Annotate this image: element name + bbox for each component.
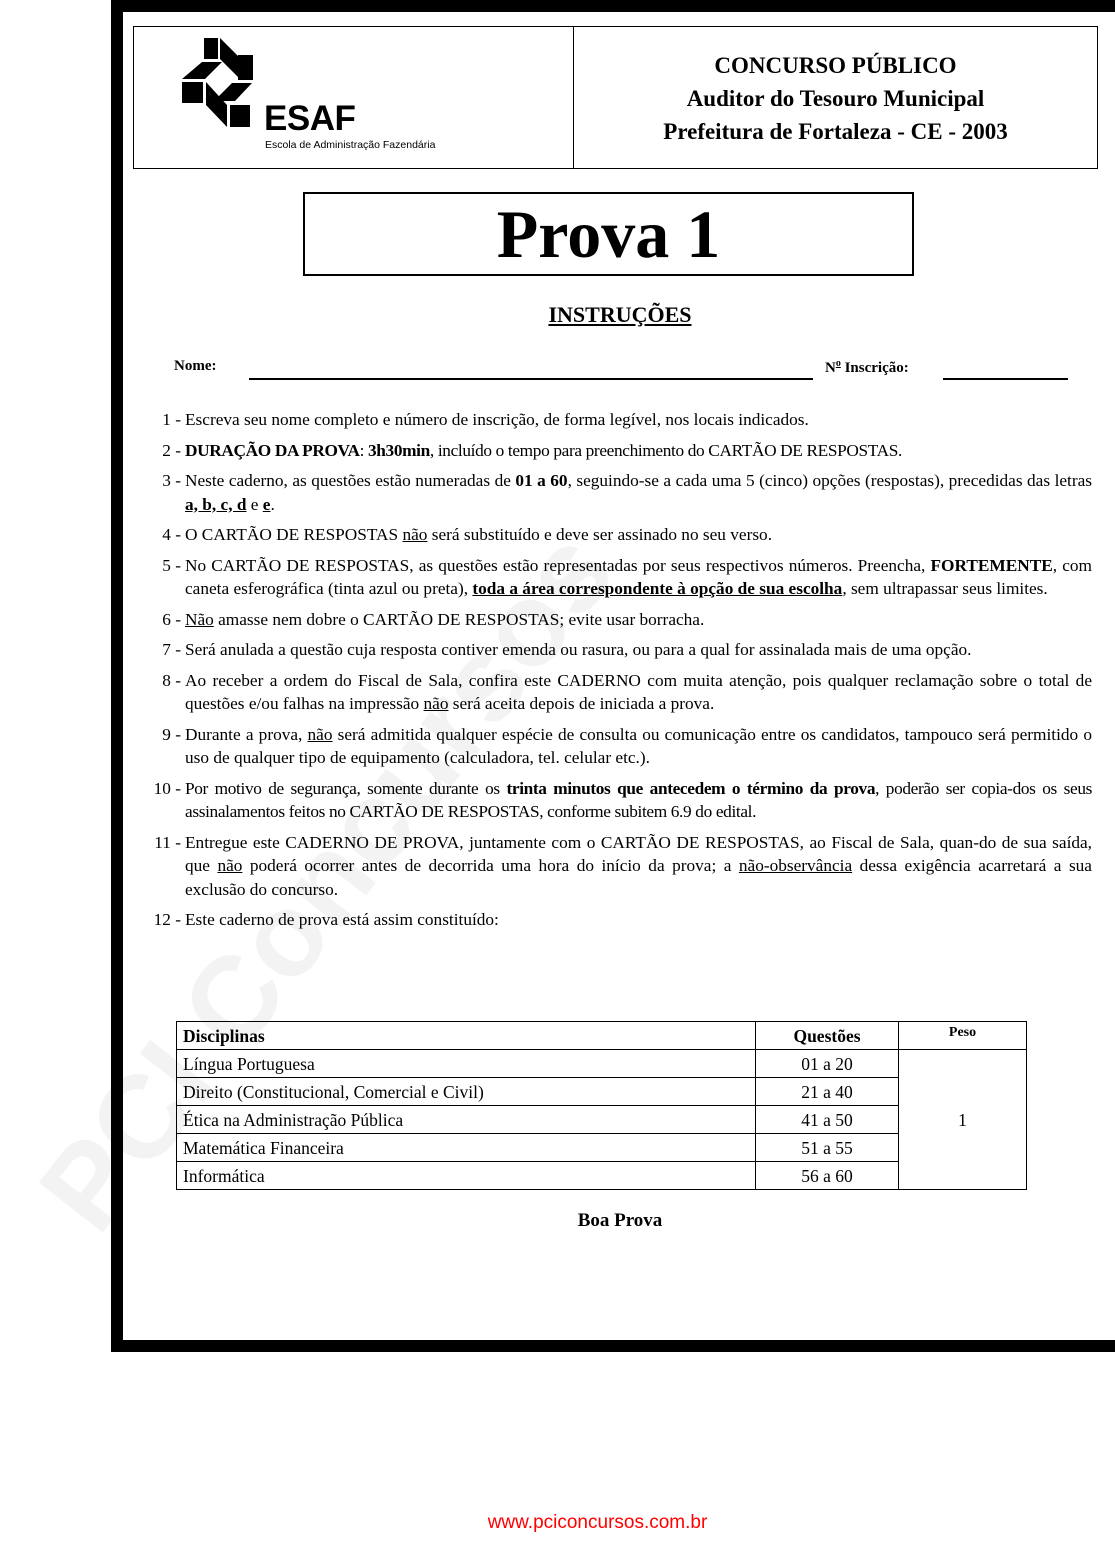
instruction-text <box>183 523 1092 547</box>
instruction-segment: não <box>402 525 428 544</box>
instruction-number: 7 - <box>162 640 181 659</box>
table-header-row <box>177 1022 1027 1050</box>
instruction-number: 8 - <box>162 670 181 690</box>
instruction-segment: será aceita depois de iniciada a prova. <box>448 694 715 713</box>
instruction-item <box>136 469 1092 516</box>
discipline-cell: Direito (Constitucional, Comercial e Civil) <box>177 1078 756 1106</box>
instruction-segment: , com caneta esferográfica (tinta azul ou preta), <box>185 555 1092 598</box>
disciplines-table <box>176 1021 1027 1190</box>
name-label: Nome: <box>174 358 217 374</box>
instruction-item <box>136 777 1092 824</box>
instruction-number: 12 - <box>153 910 181 929</box>
exam-title: Prova 1 <box>303 192 914 276</box>
instruction-segment: O CARTÃO DE RESPOSTAS <box>185 525 403 544</box>
instruction-number: 4 - <box>162 525 181 544</box>
instruction-text <box>183 669 1092 716</box>
instruction-segment: 01 a 60 <box>515 471 568 490</box>
discipline-cell: Matemática Financeira <box>177 1134 756 1162</box>
instruction-segment: , poderão ser copia-dos os seus assinalamentos feitos no CARTÃO DE RESPOSTAS, conforme subitem 6.9 do edital. <box>185 778 1092 821</box>
instruction-segment: e <box>262 494 271 514</box>
instructions-list <box>136 408 1092 939</box>
instruction-item <box>136 408 1092 432</box>
organization-year: Prefeitura de Fortaleza - CE - 2003 <box>663 119 1008 144</box>
instruction-segment: a, b, c, d <box>185 494 247 514</box>
instruction-segment: amasse nem dobre o CARTÃO DE RESPOSTAS; evite usar borracha. <box>213 609 705 629</box>
instruction-text <box>183 469 1092 516</box>
instruction-text <box>183 908 1092 932</box>
instruction-segment: Neste caderno, as questões estão numeradas de <box>185 471 516 490</box>
instruction-segment: , sem ultrapassar seus limites. <box>842 579 1048 598</box>
header-questions: Questões <box>756 1022 899 1050</box>
instruction-segment: não-observância <box>738 856 853 875</box>
questions-cell: 51 a 55 <box>756 1134 899 1162</box>
esaf-logo-icon <box>180 35 270 135</box>
instruction-segment: Não <box>185 609 214 629</box>
logo-cell <box>134 27 574 168</box>
instruction-segment: No CARTÃO DE RESPOSTAS, as questões estão representadas por seus respectivos números. Preencha, <box>185 555 931 575</box>
instruction-item <box>136 608 1092 632</box>
instruction-segment: trinta minutos que antecedem o término da prova <box>506 778 876 798</box>
logo-full-name: Escola de Administração Fazendária <box>265 139 436 151</box>
instruction-segment: : <box>359 440 368 460</box>
instruction-segment: Este caderno de prova está assim constituído: <box>185 910 499 929</box>
instruction-segment: . <box>270 494 275 514</box>
closing-message: Boa Prova <box>577 1210 663 1231</box>
instruction-segment: 3h30min <box>368 440 430 460</box>
instruction-segment: FORTEMENTE <box>930 555 1053 575</box>
instruction-segment: toda a área correspondente à opção de sua escolha <box>472 579 843 598</box>
discipline-cell: Língua Portuguesa <box>177 1050 756 1078</box>
discipline-cell: Informática <box>177 1162 756 1190</box>
registration-label-prefix: N <box>825 360 836 376</box>
instruction-segment: não <box>307 724 333 744</box>
header-weight: Peso <box>899 1022 1027 1050</box>
position-title: Auditor do Tesouro Municipal <box>686 86 985 111</box>
questions-cell: 21 a 40 <box>756 1078 899 1106</box>
instruction-text <box>183 608 1092 632</box>
weight-cell: 1 <box>899 1050 1027 1190</box>
instruction-item <box>136 831 1092 902</box>
questions-cell: 56 a 60 <box>756 1162 899 1190</box>
instruction-number: 9 - <box>162 724 181 744</box>
instruction-segment: Entregue este CADERNO DE PROVA, juntamente com o CARTÃO DE RESPOSTAS, ao Fiscal de Sala, quan-do de sua saída, que <box>185 832 1092 875</box>
instruction-item <box>136 439 1092 463</box>
instruction-text <box>183 638 1092 662</box>
instruction-text <box>183 439 1092 463</box>
instruction-segment: Por motivo de segurança, somente durante os <box>185 778 507 798</box>
instruction-number: 11 - <box>154 832 181 852</box>
questions-cell: 01 a 20 <box>756 1050 899 1078</box>
instruction-segment: será substituído e deve ser assinado no seu verso. <box>427 525 773 544</box>
questions-cell: 41 a 50 <box>756 1106 899 1134</box>
exam-info <box>574 27 1097 168</box>
instruction-text <box>183 723 1092 770</box>
instruction-item <box>136 908 1092 932</box>
instruction-text <box>183 777 1092 824</box>
exam-header <box>133 26 1098 169</box>
instruction-segment: e <box>246 494 263 514</box>
instruction-segment: DURAÇÃO DA PROVA <box>185 440 360 460</box>
instruction-item <box>136 523 1092 547</box>
registration-label-suffix: Inscrição: <box>840 360 909 376</box>
instruction-segment: , seguindo-se a cada uma 5 (cinco) opções (respostas), precedidas das letras <box>567 471 1092 490</box>
instruction-segment: Escreva seu nome completo e número de inscrição, de forma legível, nos locais indicados. <box>185 410 809 429</box>
contest-type: CONCURSO PÚBLICO <box>714 53 957 78</box>
instruction-item <box>136 669 1092 716</box>
instruction-number: 6 - <box>162 609 181 629</box>
instruction-segment: dessa exigência acarretará a sua exclusão do concurso. <box>185 856 1092 899</box>
instruction-segment: será admitida qualquer espécie de consulta ou comunicação entre os candidatos, tampouco será permitido o uso de qualquer tipo de equipamento (calculadora, tel. celular etc.). <box>185 724 1092 767</box>
instruction-item <box>136 723 1092 770</box>
footer-url[interactable]: www.pciconcursos.com.br <box>487 1512 708 1533</box>
instructions-heading: INSTRUÇÕES <box>548 302 692 327</box>
registration-label-sup: o <box>835 358 841 369</box>
registration-field[interactable] <box>943 378 1068 380</box>
header-disciplines: Disciplinas <box>177 1022 756 1050</box>
name-field[interactable] <box>249 378 813 380</box>
instruction-text <box>183 408 1092 432</box>
instruction-segment: Será anulada a questão cuja resposta contiver emenda ou rasura, ou para a qual for assinalada mais de uma opção. <box>185 640 972 659</box>
logo-acronym: ESAF <box>264 99 356 138</box>
instruction-segment: Durante a prova, <box>185 724 308 744</box>
instruction-text <box>183 554 1092 601</box>
candidate-fields <box>174 356 1068 386</box>
instruction-number: 3 - <box>162 471 181 490</box>
table-row <box>177 1050 1027 1078</box>
instruction-segment: Ao receber a ordem do Fiscal de Sala, confira este CADERNO com muita atenção, pois qualquer reclamação sobre o total de questões e/ou falhas na impressão <box>185 670 1092 713</box>
instruction-item <box>136 638 1092 662</box>
instruction-number: 5 - <box>162 555 181 575</box>
instruction-segment: não <box>423 694 449 713</box>
instruction-segment: não <box>217 856 243 875</box>
instruction-number: 1 - <box>162 410 181 429</box>
instruction-item <box>136 554 1092 601</box>
instruction-number: 10 - <box>153 778 181 798</box>
instruction-segment: , incluído o tempo para preenchimento do CARTÃO DE RESPOSTAS. <box>429 440 902 460</box>
instruction-text <box>183 831 1092 902</box>
registration-label <box>825 358 909 377</box>
instruction-number: 2 - <box>162 440 181 460</box>
discipline-cell: Ética na Administração Pública <box>177 1106 756 1134</box>
instruction-segment: poderá ocorrer antes de decorrida uma hora do início da prova; a <box>242 856 739 875</box>
